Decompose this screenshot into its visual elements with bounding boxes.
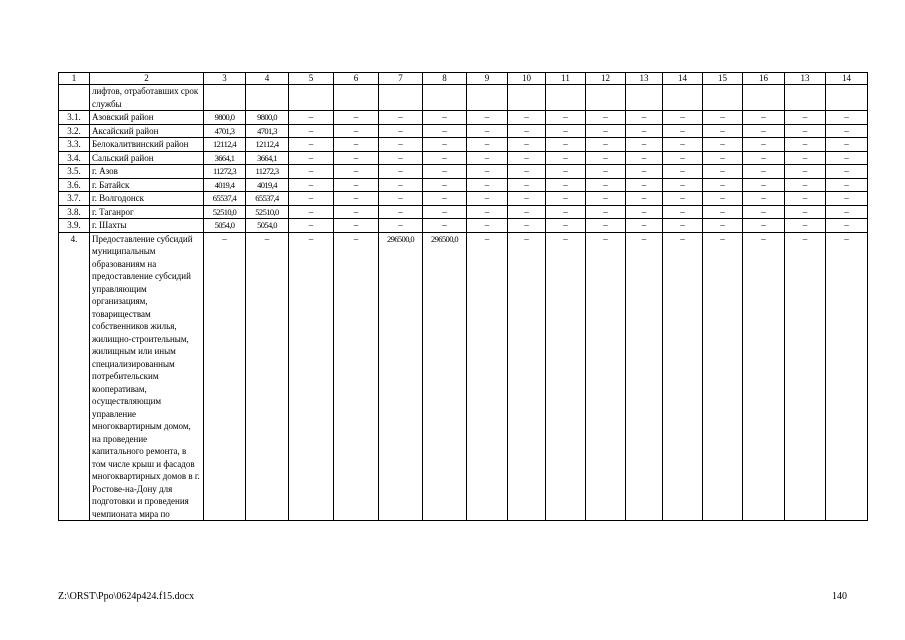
table-cell <box>379 85 423 111</box>
table-cell: – <box>379 151 423 165</box>
table-cell: – <box>508 138 546 152</box>
table-cell: 11272,3 <box>204 165 246 179</box>
column-number: 12 <box>586 73 626 85</box>
table-cell: – <box>663 165 703 179</box>
table-cell: – <box>467 138 508 152</box>
table-cell: – <box>334 138 379 152</box>
table-cell: – <box>785 205 826 219</box>
table-cell: – <box>467 232 508 521</box>
table-cell: – <box>743 151 785 165</box>
table-cell <box>626 85 663 111</box>
table-cell: – <box>289 151 334 165</box>
table-row <box>59 192 868 206</box>
table-cell: – <box>785 232 826 521</box>
table-cell: – <box>334 232 379 521</box>
table-cell: – <box>743 124 785 138</box>
column-number-row <box>59 73 868 85</box>
table-cell <box>703 85 743 111</box>
row-number: 3.1. <box>59 111 90 125</box>
table-cell: – <box>289 165 334 179</box>
table-cell: – <box>743 138 785 152</box>
table-cell: 12112,4 <box>246 138 289 152</box>
table-cell: – <box>743 165 785 179</box>
table-cell: – <box>508 151 546 165</box>
table-cell: – <box>423 192 467 206</box>
row-name: Азовский район <box>90 111 204 125</box>
table-row <box>59 85 868 111</box>
row-name: лифтов, отработавших срок службы <box>90 85 204 111</box>
table-row <box>59 124 868 138</box>
table-cell: – <box>826 219 868 233</box>
table-cell: – <box>379 165 423 179</box>
row-number: 3.9. <box>59 219 90 233</box>
table-body <box>59 73 868 521</box>
table-cell: – <box>379 138 423 152</box>
table-cell: – <box>246 232 289 521</box>
table-cell: – <box>743 205 785 219</box>
table-cell: – <box>379 219 423 233</box>
table-cell: 5054,0 <box>246 219 289 233</box>
table-cell: – <box>379 192 423 206</box>
table-row <box>59 205 868 219</box>
table-cell: – <box>743 178 785 192</box>
table-cell: – <box>508 192 546 206</box>
table-cell: – <box>204 232 246 521</box>
table-cell: – <box>743 192 785 206</box>
table-cell: – <box>586 192 626 206</box>
table-row <box>59 138 868 152</box>
table-cell: – <box>663 151 703 165</box>
table-row <box>59 111 868 125</box>
column-number: 9 <box>467 73 508 85</box>
table-cell: 9800,0 <box>204 111 246 125</box>
table-cell: – <box>785 124 826 138</box>
table-cell: – <box>423 165 467 179</box>
table-cell: – <box>785 219 826 233</box>
table-cell: – <box>663 124 703 138</box>
table-cell: 52510,0 <box>246 205 289 219</box>
column-number: 8 <box>423 73 467 85</box>
table-cell: – <box>703 138 743 152</box>
table-cell: – <box>334 165 379 179</box>
table-cell: – <box>663 232 703 521</box>
table-cell: – <box>586 232 626 521</box>
table-cell: – <box>467 111 508 125</box>
table-cell: – <box>546 138 586 152</box>
table-cell <box>826 85 868 111</box>
table-cell: – <box>334 192 379 206</box>
column-number: 2 <box>90 73 204 85</box>
table-cell: – <box>423 124 467 138</box>
table-cell: – <box>586 219 626 233</box>
table-cell: – <box>379 111 423 125</box>
file-path: Z:\ORST\Ppo\0624p424.f15.docx <box>58 591 195 602</box>
table-cell: – <box>423 219 467 233</box>
table-cell: 296500,0 <box>379 232 423 521</box>
table-cell: – <box>785 111 826 125</box>
table-cell: – <box>508 232 546 521</box>
row-name: г. Волгодонск <box>90 192 204 206</box>
row-name: Аксайский район <box>90 124 204 138</box>
table-cell: – <box>586 178 626 192</box>
table-row <box>59 165 868 179</box>
table-cell: – <box>703 232 743 521</box>
table-cell: – <box>289 205 334 219</box>
table-cell: – <box>826 151 868 165</box>
row-number: 4. <box>59 232 90 521</box>
table-cell: 296500,0 <box>423 232 467 521</box>
table-cell: – <box>586 124 626 138</box>
column-number: 5 <box>289 73 334 85</box>
table-cell <box>508 85 546 111</box>
column-number: 7 <box>379 73 423 85</box>
table-cell: 65537,4 <box>246 192 289 206</box>
table-cell: – <box>379 178 423 192</box>
table-cell: – <box>785 151 826 165</box>
row-name: г. Таганрог <box>90 205 204 219</box>
row-name: Белокалитвинский район <box>90 138 204 152</box>
table-cell: – <box>785 192 826 206</box>
row-number: 3.2. <box>59 124 90 138</box>
table-cell: 4019,4 <box>204 178 246 192</box>
table-cell: – <box>586 111 626 125</box>
table-cell: – <box>289 219 334 233</box>
table-cell <box>785 85 826 111</box>
table-cell: – <box>467 219 508 233</box>
table-cell: – <box>826 232 868 521</box>
table-cell: – <box>334 205 379 219</box>
table-cell: – <box>467 205 508 219</box>
table-cell: – <box>289 111 334 125</box>
data-table <box>58 72 868 521</box>
row-number <box>59 85 90 111</box>
table-cell: – <box>289 138 334 152</box>
table-cell: – <box>379 205 423 219</box>
table-cell <box>334 85 379 111</box>
table-cell: – <box>508 205 546 219</box>
table-cell: 5054,0 <box>204 219 246 233</box>
table-cell: – <box>334 219 379 233</box>
table-cell: – <box>626 138 663 152</box>
table-row <box>59 219 868 233</box>
table-cell: – <box>546 192 586 206</box>
table-cell: – <box>586 151 626 165</box>
table-cell: – <box>423 178 467 192</box>
table-cell: – <box>826 205 868 219</box>
row-number: 3.8. <box>59 205 90 219</box>
table-cell: – <box>826 138 868 152</box>
table-cell: – <box>546 151 586 165</box>
table-cell: – <box>546 219 586 233</box>
table-cell: – <box>663 138 703 152</box>
table-cell: – <box>546 124 586 138</box>
column-number: 4 <box>246 73 289 85</box>
table-cell: – <box>626 124 663 138</box>
column-number: 13 <box>626 73 663 85</box>
table-cell: – <box>785 165 826 179</box>
table-cell: – <box>334 124 379 138</box>
table-cell: – <box>826 165 868 179</box>
table-cell: – <box>663 192 703 206</box>
row-number: 3.6. <box>59 178 90 192</box>
table-row <box>59 178 868 192</box>
table-cell: – <box>467 151 508 165</box>
column-number: 3 <box>204 73 246 85</box>
table-cell: – <box>586 138 626 152</box>
table-cell: – <box>826 111 868 125</box>
table-cell: – <box>626 151 663 165</box>
table-cell: – <box>626 111 663 125</box>
row-name: г. Батайск <box>90 178 204 192</box>
table-cell: – <box>467 124 508 138</box>
table-cell: – <box>703 219 743 233</box>
column-number: 14 <box>663 73 703 85</box>
table-cell: 65537,4 <box>204 192 246 206</box>
table-cell: – <box>626 219 663 233</box>
column-number: 14 <box>826 73 868 85</box>
row-name: Предоставление субсидий муниципальным образованиям на предоставление субсидий управляющим организациям, товариществам собственников жилья, жилищно-строительным, жилищным или иным специализированным потребительским кооперативам, осуществляющим управление многоквартирным домом, на проведение капитального ремонта, в том числе крыш и фасадов многоквартирных домов в г. Ростове-на-Дону для подготовки и проведения чемпионата мира по <box>90 232 204 521</box>
table-cell: – <box>626 192 663 206</box>
table-cell: 12112,4 <box>204 138 246 152</box>
table-cell <box>743 85 785 111</box>
table-cell: 11272,3 <box>246 165 289 179</box>
table-cell: – <box>334 151 379 165</box>
table-cell <box>467 85 508 111</box>
table-cell: – <box>546 111 586 125</box>
table-cell: – <box>546 232 586 521</box>
table-cell: – <box>663 178 703 192</box>
table-cell: – <box>586 205 626 219</box>
table-cell: – <box>508 124 546 138</box>
table-cell: – <box>703 205 743 219</box>
row-number: 3.4. <box>59 151 90 165</box>
table-cell: – <box>743 219 785 233</box>
table-cell: – <box>703 178 743 192</box>
table-cell: 4701,3 <box>246 124 289 138</box>
table-cell: – <box>663 111 703 125</box>
table-cell <box>204 85 246 111</box>
table-row <box>59 232 868 521</box>
table-cell: 52510,0 <box>204 205 246 219</box>
table-cell <box>289 85 334 111</box>
table-cell <box>246 85 289 111</box>
table-cell: – <box>626 232 663 521</box>
table-cell: – <box>826 192 868 206</box>
table-cell: – <box>663 219 703 233</box>
table-cell: – <box>586 165 626 179</box>
table-cell: – <box>508 165 546 179</box>
table-cell: – <box>289 124 334 138</box>
table-cell: – <box>546 178 586 192</box>
table-cell: – <box>703 111 743 125</box>
table-cell: – <box>703 192 743 206</box>
row-number: 3.5. <box>59 165 90 179</box>
table-cell: 4019,4 <box>246 178 289 192</box>
table-cell: – <box>826 124 868 138</box>
table-cell: – <box>663 205 703 219</box>
table-cell: – <box>467 165 508 179</box>
column-number: 16 <box>743 73 785 85</box>
column-number: 10 <box>508 73 546 85</box>
table-cell: – <box>826 178 868 192</box>
column-number: 13 <box>785 73 826 85</box>
table-cell <box>586 85 626 111</box>
table-cell: 9800,0 <box>246 111 289 125</box>
table-cell: – <box>289 178 334 192</box>
table-cell: – <box>334 178 379 192</box>
table-cell: – <box>703 165 743 179</box>
table-cell: – <box>743 232 785 521</box>
row-number: 3.3. <box>59 138 90 152</box>
page-number: 140 <box>832 591 847 602</box>
table-cell: – <box>743 111 785 125</box>
table-cell: – <box>423 151 467 165</box>
table-cell <box>423 85 467 111</box>
row-name: Сальский район <box>90 151 204 165</box>
table-cell: – <box>508 111 546 125</box>
table-cell: – <box>467 178 508 192</box>
column-number: 15 <box>703 73 743 85</box>
table-cell: – <box>334 111 379 125</box>
table-cell: – <box>546 165 586 179</box>
table-cell: – <box>423 111 467 125</box>
table-cell: – <box>467 192 508 206</box>
row-name: г. Шахты <box>90 219 204 233</box>
table-cell: – <box>289 192 334 206</box>
table-cell: – <box>508 178 546 192</box>
page-footer <box>58 591 847 602</box>
table-cell: – <box>703 151 743 165</box>
table-cell: – <box>546 205 586 219</box>
column-number: 11 <box>546 73 586 85</box>
table-cell: – <box>785 178 826 192</box>
table-cell: – <box>626 205 663 219</box>
table-cell: – <box>289 232 334 521</box>
table-cell <box>546 85 586 111</box>
table-cell: 4701,3 <box>204 124 246 138</box>
table-cell <box>663 85 703 111</box>
table-row <box>59 151 868 165</box>
table-cell: – <box>785 138 826 152</box>
column-number: 1 <box>59 73 90 85</box>
table-cell: – <box>423 205 467 219</box>
table-cell: – <box>703 124 743 138</box>
table-cell: 3664,1 <box>204 151 246 165</box>
table-cell: 3664,1 <box>246 151 289 165</box>
row-number: 3.7. <box>59 192 90 206</box>
table-cell: – <box>508 219 546 233</box>
table-cell: – <box>379 124 423 138</box>
row-name: г. Азов <box>90 165 204 179</box>
table-cell: – <box>423 138 467 152</box>
column-number: 6 <box>334 73 379 85</box>
table-cell: – <box>626 178 663 192</box>
table-cell: – <box>626 165 663 179</box>
